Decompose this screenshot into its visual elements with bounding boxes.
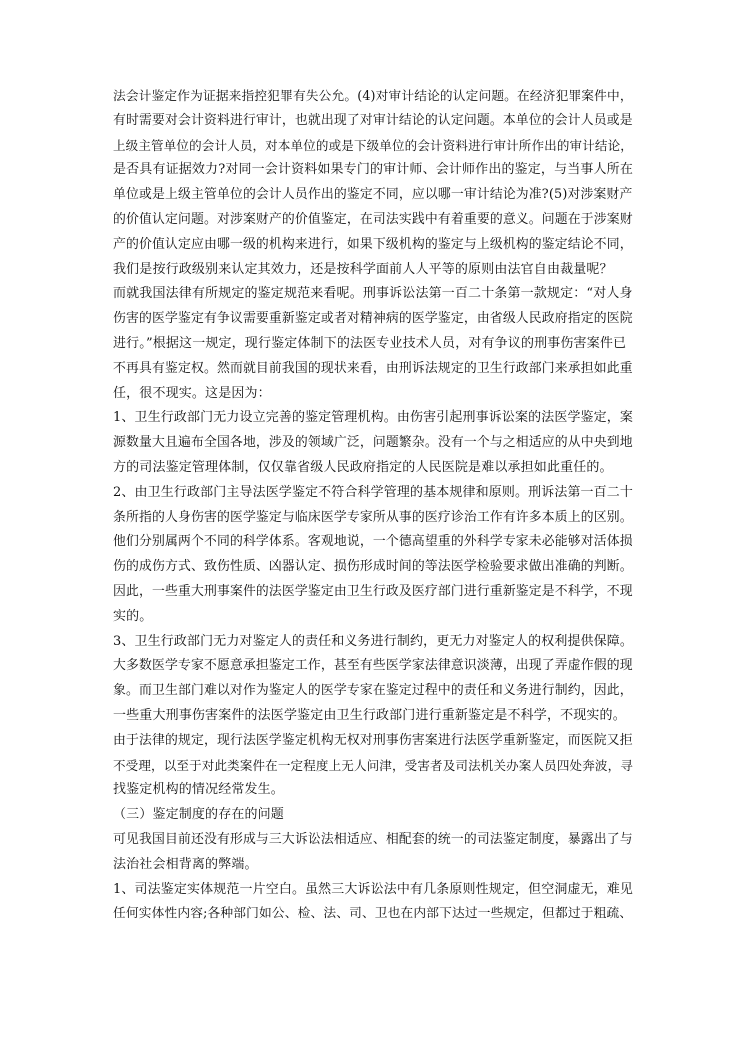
text-line: 有时需要对会计资料进行审计，也就出现了对审计结论的认定问题。本单位的会计人员或是 [113, 112, 633, 128]
text-line: 条所指的人身伤害的医学鉴定与临床医学专家所从事的医疗诊治工作有许多本质上的区别。 [113, 509, 633, 525]
section-heading [113, 803, 633, 828]
text-line: 不再具有鉴定权。然而就目前我国的现状来看，由刑诉法规定的卫生行政部门来承担如此重 [113, 360, 633, 376]
text-line: 方的司法鉴定管理体制，仅仅靠省级人民政府指定的人民医院是难以承担如此重任的。 [113, 459, 613, 475]
text-line: 上级主管单位的会计人员，对本单位的或是下级单位的会计资料进行审计所作出的审计结论， [113, 137, 633, 153]
text-line: 找鉴定机构的情况经常发生。 [113, 782, 284, 798]
text-line: 象。而卫生部门难以对作为鉴定人的医学专家在鉴定过程中的责任和义务进行制约，因此， [113, 683, 633, 699]
paragraph-criminal-procedure-law-article [113, 282, 633, 406]
text-line: 不受理，以至于对此类案件在一定程度上无人问津，受害者及司法机关办案人员四处奔波，寻 [113, 757, 633, 773]
paragraph-reason-1 [113, 406, 633, 480]
text-line: 因此，一些重大刑事案件的法医学鉴定由卫生行政及医疗部门进行重新鉴定是不科学，不现 [113, 583, 633, 599]
text-line: 他们分别属两个不同的科学体系。客观地说，一个德高望重的外科学专家未必能够对活体损 [113, 534, 633, 550]
document-page [113, 84, 633, 927]
paragraph-legal-consequence [113, 729, 633, 803]
text-line: 源数量大且遍布全国各地，涉及的领域广泛，问题繁杂。没有一个与之相适应的从中央到地 [113, 435, 633, 451]
text-line: 我们是按行政级别来认定其效力，还是按科学面前人人平等的原则由法官自由裁量呢？ [113, 261, 613, 277]
text-line: 法治社会相背离的弊端。 [113, 856, 258, 872]
text-line: 是否具有证据效力?对同一会计资料如果专门的审计师、会计师作出的鉴定，与当事人所在 [113, 162, 633, 178]
text-line: 2、由卫生行政部门主导法医学鉴定不符合科学管理的基本规律和原则。刑诉法第一百二十 [113, 484, 633, 500]
text-line: 大多数医学专家不愿意承担鉴定工作，甚至有些医学家法律意识淡薄，出现了弄虚作假的现 [113, 658, 633, 674]
text-line: 进行。”根据这一规定，现行鉴定体制下的法医专业技术人员，对有争议的刑事伤害案件已 [113, 335, 627, 351]
text-line: 1、卫生行政部门无力设立完善的鉴定管理机构。由伤害引起刑事诉讼案的法医学鉴定，案 [113, 410, 633, 426]
text-line: 任，很不现实。这是因为： [113, 385, 271, 401]
text-line: 法会计鉴定作为证据来指控犯罪有失公允。(4)对审计结论的认定问题。在经济犯罪案件中， [113, 88, 633, 103]
text-line: 单位或是上级主管单位的会计人员作出的鉴定不同，应以哪一审计结论为准?(5)对涉案财产 [113, 187, 633, 203]
text-line: 实的。 [113, 608, 153, 624]
paragraph-reason-3 [113, 630, 633, 729]
text-line: 一些重大刑事伤害案件的法医学鉴定由卫生行政部门进行重新鉴定是不科学，不现实的。 [113, 707, 626, 723]
text-line: 可见我国目前还没有形成与三大诉讼法相适应、相配套的统一的司法鉴定制度，暴露出了与 [113, 831, 633, 847]
text-line: 任何实体性内容;各种部门如公、检、法、司、卫也在内部下达过一些规定，但都过于粗疏、 [113, 906, 633, 922]
text-line: 产的价值认定应由哪一级的机构来进行，如果下级机构的鉴定与上级机构的鉴定结论不同， [113, 236, 633, 252]
text-line: 而就我国法律有所规定的鉴定规范来看呢。刑事诉讼法第一百二十条第一款规定：“对人身 [113, 286, 633, 302]
paragraph-audit-and-valuation-issues [113, 84, 633, 282]
text-line: 伤的成伤方式、致伤性质、凶器认定、损伤形成时间的等法医学检验要求做出准确的判断。 [113, 559, 633, 575]
text-line: 1、司法鉴定实体规范一片空白。虽然三大诉讼法中有几条原则性规定，但空洞虚无，难见 [113, 881, 633, 897]
paragraph-system-overview [113, 828, 633, 878]
paragraph-reason-2 [113, 481, 633, 630]
paragraph-problem-1 [113, 878, 633, 928]
section-heading-text: （三）鉴定制度的存在的问题 [113, 807, 284, 823]
text-line: 3、卫生行政部门无力对鉴定人的责任和义务进行制约，更无力对鉴定人的权利提供保障。 [113, 633, 633, 649]
text-line: 由于法律的规定，现行法医学鉴定机构无权对刑事伤害案进行法医学重新鉴定，而医院又拒 [113, 732, 633, 748]
text-line: 的价值认定问题。对涉案财产的价值鉴定，在司法实践中有着重要的意义。问题在于涉案财 [113, 211, 633, 227]
text-line: 伤害的医学鉴定有争议需要重新鉴定或者对精神病的医学鉴定，由省级人民政府指定的医院 [113, 311, 633, 327]
